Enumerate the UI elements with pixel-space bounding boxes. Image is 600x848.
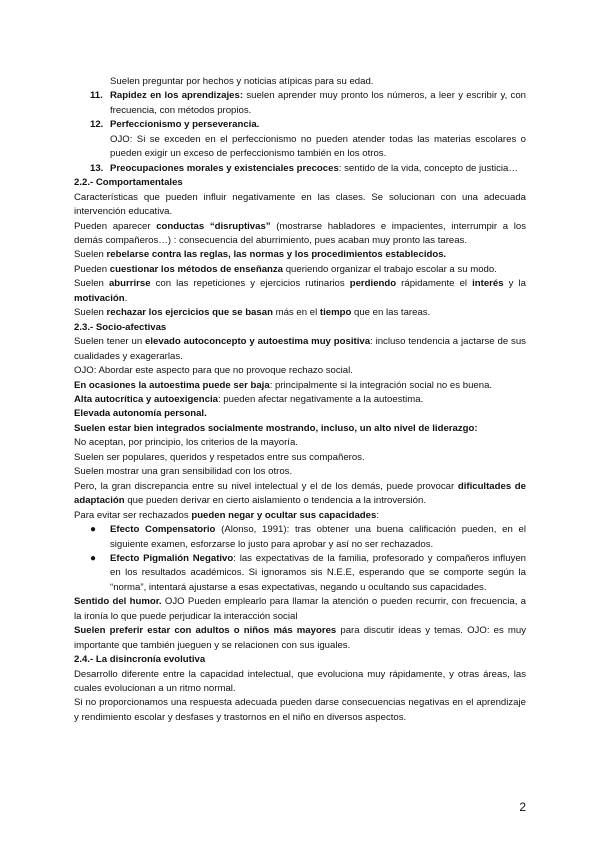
list-number: 13. xyxy=(90,162,104,174)
text: (Alonso, 1991): tras obtener una buena calificación pueden, en el siguiente examen, esforzarse lo justo para aprobar y así no ser rechazados. xyxy=(110,524,526,550)
text: rápidamente el xyxy=(396,278,473,290)
text: Para evitar ser rechazados xyxy=(74,509,192,521)
text: Si no proporcionamos una respuesta adecuada pueden darse consecuencias negativas en el aprendizaje y rendimiento escolar y desfases y trastornos en el niño en diversos aspectos. xyxy=(74,697,526,723)
text: (mostrarse habladores e impacientes, interrumpir a los demás compañeros…) : consecuencia del aburrimiento, pues acaban muy pronto las tareas. xyxy=(74,220,526,246)
list-item-11 xyxy=(74,89,526,118)
bold-text: motivación xyxy=(74,292,125,304)
bold-text: dificultades de adaptación xyxy=(74,480,527,507)
text: suelen aprender muy pronto los números, a leer y escribir y, con frecuencia, con métodos propios. xyxy=(110,90,526,116)
bold-text: En ocasiones la autoestima puede ser baja xyxy=(74,379,270,391)
text: : las expectativas de la familia, profesorado y compañeros influyen en los resultados académicos. Si ignoramos sis N.E.E, esperando que se comporte según la “norma”, intentará ajustarse a esas expectativas, negando u ocultando sus capacidades. xyxy=(110,552,526,593)
bullet-icon: ● xyxy=(90,524,97,536)
text: : principalmente si la integración social no es buena. xyxy=(269,379,493,391)
paragraph-text xyxy=(74,75,526,89)
text: : sentido de la vida, concepto de justicia… xyxy=(338,162,518,174)
list-item-12-note xyxy=(74,133,526,162)
bold-text: interés xyxy=(472,278,504,290)
bold-text: Alta autocrítica y autoexigencia xyxy=(74,393,218,405)
paragraph-text xyxy=(74,465,526,479)
bold-text: tiempo xyxy=(319,307,352,319)
paragraph-text xyxy=(74,595,526,624)
bold-text: Suelen preferir estar con adultos o niños más mayores xyxy=(74,625,337,637)
text: Suelen ser populares, queridos y respetados entre sus compañeros. xyxy=(74,451,365,463)
paragraph-text xyxy=(74,220,526,249)
paragraph-text xyxy=(74,696,526,725)
list-number: 11. xyxy=(90,90,103,102)
bold-text: rebelarse contra las reglas, las normas y los procedimientos establecidos. xyxy=(106,249,447,261)
paragraph-text xyxy=(74,407,526,421)
text: Desarrollo diferente entre la capacidad intelectual, que evoluciona muy rápidamente, y otras áreas, las cuales evolucionan a un ritmo normal. xyxy=(74,668,526,695)
bold-text: elevado autoconcepto y autoestima muy positiva xyxy=(145,336,371,348)
bold-text: Preocupaciones morales y existenciales precoces xyxy=(110,162,339,174)
text: OJO: Abordar este aspecto para que no provoque rechazo social. xyxy=(74,365,353,377)
text: más en el xyxy=(272,307,320,319)
list-number: 12. xyxy=(90,119,104,131)
text: OJO Pueden emplearlo para llamar la atención o pueden recurrir, con frecuencia, a la ironía lo que puede perjudicar la interacción social xyxy=(74,596,526,622)
list-item-12 xyxy=(74,118,526,132)
paragraph-text xyxy=(74,248,526,262)
paragraph-text xyxy=(74,263,526,277)
text: OJO: Si se exceden en el perfeccionismo no pueden atender todas las materias escolares o pueden exigir un exceso de perfeccionismo también en los otros. xyxy=(110,133,526,160)
text: Suelen xyxy=(74,307,107,319)
bold-text: Sentido del humor. xyxy=(74,596,162,608)
bold-text: Efecto Pigmalión Negativo xyxy=(110,552,234,564)
section-heading-2-3 xyxy=(74,321,526,335)
heading-text: 2.3.- Socio-afectivas xyxy=(74,321,167,333)
section-heading-2-2 xyxy=(74,176,526,190)
bold-text: pueden negar y ocultar sus capacidades xyxy=(191,509,377,521)
text: : incluso tendencia a jactarse de sus cualidades y exagerarlas. xyxy=(74,336,526,362)
text: Suelen preguntar por hechos y noticias atípicas para su edad. xyxy=(110,76,374,87)
text: que en las tareas. xyxy=(351,307,431,319)
text: Pero, la gran discrepancia entre su nivel intelectual y el de los demás, puede provocar xyxy=(74,480,458,492)
paragraph-text xyxy=(74,624,526,653)
bold-text: cuestionar los métodos de enseñanza xyxy=(109,263,284,275)
paragraph-text xyxy=(74,668,526,697)
text: : pueden afectar negativamente a la autoestima. xyxy=(217,393,424,405)
bold-text: Suelen estar bien integrados socialmente mostrando, incluso, un alto nivel de liderazgo: xyxy=(74,422,478,434)
text: No aceptan, por principio, los criterios de la mayoría. xyxy=(74,437,298,449)
text: Suelen xyxy=(74,278,109,290)
bold-text: Rapidez en los aprendizajes: xyxy=(110,90,244,102)
paragraph-text xyxy=(74,480,526,509)
text: que pueden derivar en cierto aislamiento o tendencia a la introversión. xyxy=(124,495,426,507)
text: y la xyxy=(503,278,526,290)
text: queriendo organizar el trabajo escolar a su modo. xyxy=(283,263,497,275)
paragraph-text xyxy=(74,393,526,407)
bold-text: rechazar los ejercicios que se basan xyxy=(106,307,273,319)
text: Pueden xyxy=(74,263,110,275)
paragraph-text xyxy=(74,509,526,523)
paragraph-text xyxy=(74,277,526,306)
section-heading-2-4 xyxy=(74,653,526,667)
bold-text: Elevada autonomía personal. xyxy=(74,408,207,420)
text: . xyxy=(124,292,128,304)
bullet-item-efecto-compensatorio xyxy=(74,523,526,552)
text: Suelen xyxy=(74,249,107,261)
paragraph-text xyxy=(74,306,526,320)
paragraph-text xyxy=(74,191,526,220)
bold-text: Efecto Compensatorio xyxy=(110,524,216,536)
text: Características que pueden influir negativamente en las clases. Se solucionan con una adecuada intervención educativa. xyxy=(74,191,526,218)
text: con las repeticiones y ejercicios rutinarios xyxy=(150,278,350,290)
paragraph-text xyxy=(74,335,526,364)
text: Suelen mostrar una gran sensibilidad con los otros. xyxy=(74,466,293,478)
paragraph-text xyxy=(74,422,526,436)
bold-text: perdiendo xyxy=(349,278,397,290)
text: para discutir ideas y temas. OJO: es muy importante que también jueguen y se relacionen con sus iguales. xyxy=(74,625,526,651)
bold-text: aburrirse xyxy=(108,278,151,290)
text: Pueden aparecer xyxy=(74,220,157,232)
bold-text: Perfeccionismo y perseverancia. xyxy=(110,119,260,131)
paragraph-text xyxy=(74,451,526,465)
heading-text: 2.4.- La disincronía evolutiva xyxy=(74,654,206,666)
bullet-item-efecto-pigmalion xyxy=(74,552,526,595)
paragraph-text xyxy=(74,436,526,450)
bold-text: conductas “disruptivas” xyxy=(156,220,271,232)
paragraph-text xyxy=(74,379,526,393)
bullet-icon: ● xyxy=(90,552,97,564)
text: Suelen tener un xyxy=(74,336,146,348)
paragraph-text xyxy=(74,364,526,378)
page-number: 2 xyxy=(519,800,526,814)
list-item-13 xyxy=(74,162,526,176)
text: : xyxy=(376,509,380,521)
heading-text: 2.2.- Comportamentales xyxy=(74,177,183,189)
